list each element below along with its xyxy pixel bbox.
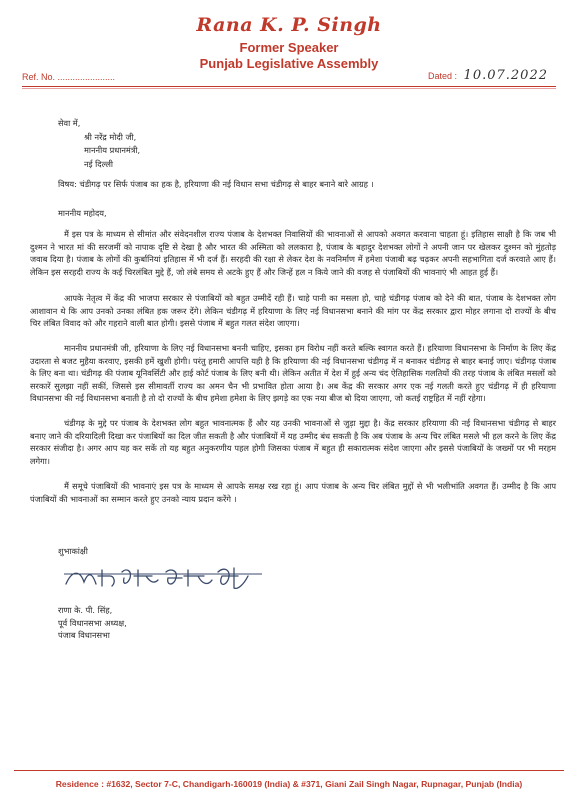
reference-number: Ref. No. .......................: [22, 72, 116, 82]
signatory-name: राणा के. पी. सिंह,: [58, 605, 113, 615]
date-value: 10.07.2022: [463, 68, 548, 83]
paragraph-2: आपके नेतृत्व में केंद्र की भाजपा सरकार से पंजाबियों को बहुत उम्मीदें रही हैं। चाहे पानी का मसला हो, चाहे चंडीगढ़ पंजाब को देने की बात, पंजाब के देशभक्त लोग आशावान थे कि आप उनको उनका लंबित हक जरूर देंगे। लेकिन चंडीगढ़ में हरियाणा के लिए नई विधानसभा बनाने की मांग पर केंद्र सरकार द्वारा मोहर लगाना दो राज्यों के बीच चिर लंबित विवाद को और गहराने वाली बात होगी। इससे पंजाब में बहुत गलत संदेश जाएगा।: [30, 293, 556, 329]
letterhead-name: Rana K. P. Singh: [196, 14, 382, 36]
paragraph-4: चंडीगढ़ के मुद्दे पर पंजाब के देशभक्त लोग बहुत भावनात्मक हैं और यह उनकी भावनाओं से जुड़ा मुद्दा है। केंद्र सरकार हरियाणा की नई विधानसभा चंडीगढ़ से बाहर बनाए जाने की दरियादिली दिखा कर पंजाबियों का दिल जीत सकती है और पंजाबियों में यह उम्मीद बंध सकती है कि अब पंजाब के अन्य चिर लंबित मसले भी हल करने के लिए केंद्र सरकार संजीदा है। अगर आप यह कर सकें तो यह बहुत अनुकरणीय पहल होगी जिसका पंजाब में बहुत ही सकारात्मक संदेश जाएगा और इससे पंजाबियों के जख्मों पर भी मरहम लगेगा।: [30, 418, 556, 466]
paragraph-5: मैं समूचे पंजाबियों की भावनाएं इस पत्र के माध्यम से आपके समक्ष रख रहा हूं। आप पंजाब के अन्य चिर लंबित मुद्दों से भी भलीभांति अवगत हैं। उम्मीद है कि आप पंजाबियों की भावनाओं का सम्मान करते हुए उनको न्याय प्रदान करेंगे ।: [30, 481, 556, 504]
address-line-1: सेवा में,: [58, 118, 81, 128]
address-line-4: नई दिल्ली: [84, 158, 113, 169]
date-field: [428, 68, 548, 83]
paragraph-3: माननीय प्रधानमंत्री जी, हरियाणा के लिए नई विधानसभा बननी चाहिए, इसका हम विरोध नहीं करते बल्कि स्वागत करते हैं। हरियाणा विधानसभा के निर्माण के लिए केंद्र उदारता से बजट मुहैया करवाए, इसकी हमें खुशी होगी। परंतु हमारी आपत्ति यही है कि हरियाणा की नई विधानसभा चंडीगढ़ में न बनाकर चंडीगढ़ से बाहर बनाई जाए। चंडीगढ़ पंजाब के लिए बना था। चंडीगढ़ की पंजाब यूनिवर्सिटी और हाई कोर्ट पंजाब के लिए बनी थी। लेकिन अतीत में देश में हुई अन्य चंद ऐतिहासिक गलतियों की तरह पंजाब के लंबित मसलों को सरकारें सुलझा नहीं सकीं, जिससे इस सीमावर्ती राज्य का अमन चैन भी प्रभावित होता आया है। अब केंद्र की सरकार अगर एक नई गलती करते हुए चंडीगढ़ में ही हरियाणा विधानसभा की नई विधानसभा बनाती है तो दो राज्यों के बीच हमेशा हमेशा के लिए झगड़े का एक नया बीज बो दिया जाएगा, जो कतई राष्ट्रहित में नहीं रहेगा।: [30, 343, 556, 404]
address-line-2: श्री नरेंद्र मोदी जी,: [84, 131, 137, 142]
letterhead-divider: [22, 86, 556, 87]
closing-regards: शुभाकांक्षी: [58, 546, 88, 556]
signatory-organization: पंजाब विधानसभा: [58, 630, 110, 641]
letterhead-organization: Punjab Legislative Assembly: [199, 56, 379, 71]
paragraph-1: मैं इस पत्र के माध्यम से सीमांत और संवेदनशील राज्य पंजाब के देशभक्त निवासियों की भावनाओं से आपको अवगत करवाना चाहता हूं। इतिहास साक्षी है कि जब भी दुश्मन ने भारत मां की सरजमीं को नापाक दृष्टि से देखा है और भारत की अस्मिता को ललकारा है, पंजाब के बहादुर देशभक्त लोगों ने अपनी जान पर खेलकर दुश्मन को मुंहतोड़ जवाब दिया है। पंजाब के लोगों की कुर्बानियां इतिहास में भी दर्ज हैं। सरहदी की रक्षा से लेकर देश के नवनिर्माण में हमेशा पंजाबी बढ़ चढ़कर अपनी सहभागिता दर्ज करवाते आए हैं। लेकिन इस सरहदी राज्य के कई चिरलंबित मुद्दे हैं, जो लंबे समय से अटके हुए हैं और जिन्हें हल न किये जाने की वजह से पंजाबियों की भावनाएं भी आहत हुई हैं।: [30, 229, 556, 277]
date-label: Dated :: [428, 71, 458, 81]
signatory-designation: पूर्व विधानसभा अध्यक्ष,: [58, 617, 127, 628]
recipient-address: [58, 117, 578, 171]
salutation: माननीय महोदय,: [58, 208, 107, 218]
letterhead-divider-thin: [22, 88, 556, 89]
letterhead-title: Former Speaker: [239, 40, 339, 55]
footer-residence: Residence : #1632, Sector 7-C, Chandigarh-160019 (India) & #371, Giani Zail Singh Nagar, Rupnagar, Punjab (India): [55, 779, 523, 789]
footer-divider: [14, 770, 564, 771]
signatory-block: [58, 604, 127, 642]
subject-line: विषय: चंडीगढ़ पर सिर्फ पंजाब का हक है, हरियाणा की नई विधान सभा चंडीगढ़ से बाहर बनाने बारे आग्रह ।: [58, 179, 374, 189]
handwritten-signature: [62, 562, 272, 594]
address-line-3: माननीय प्रधानमंत्री,: [84, 145, 141, 155]
